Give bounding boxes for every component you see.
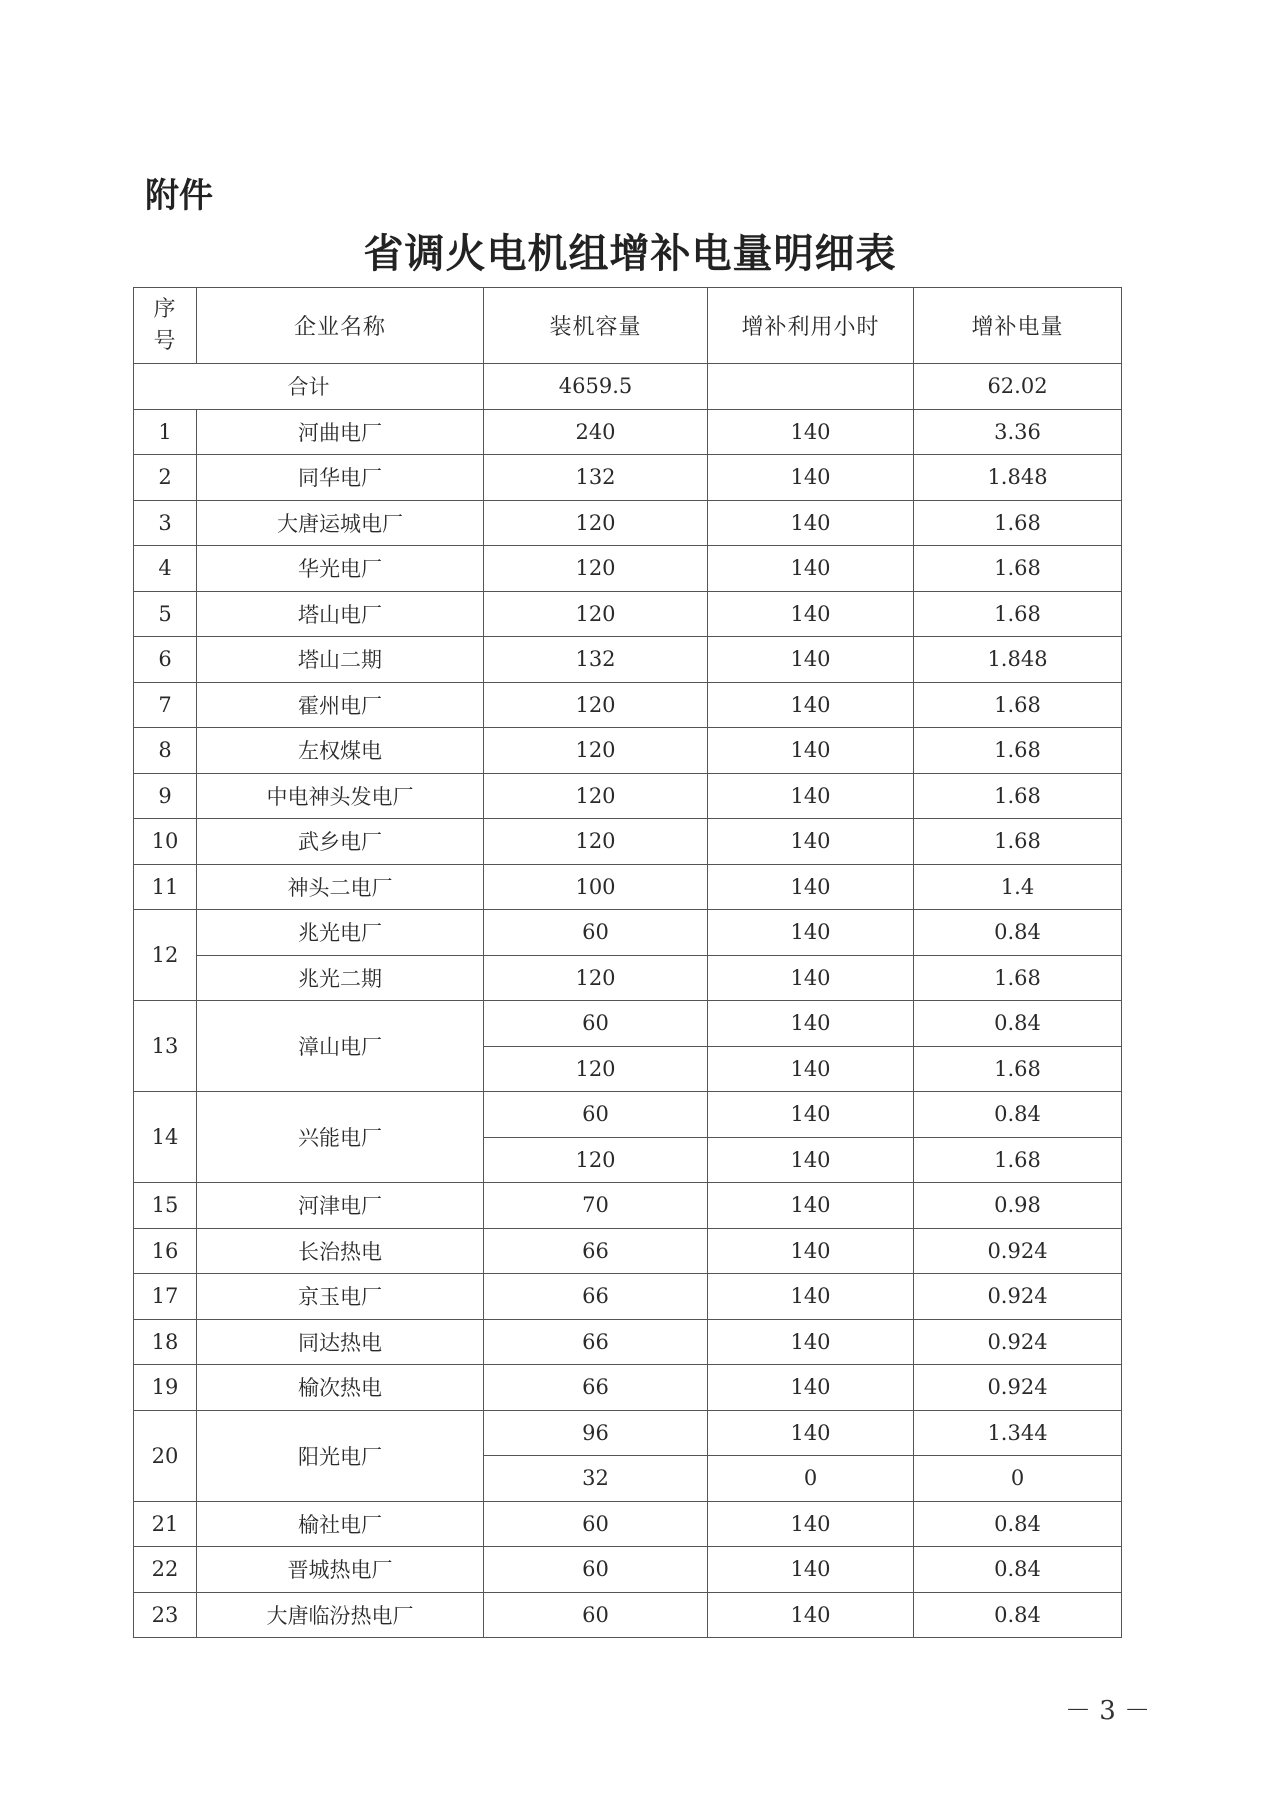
capacity-cell: 120 — [484, 955, 708, 1001]
total-row — [134, 364, 1122, 410]
row-number: 19 — [134, 1365, 197, 1411]
company-name: 京玉电厂 — [197, 1274, 484, 1320]
row-number: 6 — [134, 637, 197, 683]
row-number: 13 — [134, 1001, 197, 1092]
company-name: 河曲电厂 — [197, 409, 484, 455]
capacity-cell: 96 — [484, 1410, 708, 1456]
table-row — [134, 773, 1122, 819]
table-row — [134, 910, 1122, 956]
hours-cell: 140 — [708, 819, 914, 865]
row-number: 22 — [134, 1547, 197, 1593]
hours-cell: 140 — [708, 1365, 914, 1411]
company-name: 华光电厂 — [197, 546, 484, 592]
capacity-cell: 60 — [484, 910, 708, 956]
energy-cell: 0.84 — [914, 1092, 1122, 1138]
row-number: 7 — [134, 682, 197, 728]
capacity-cell: 132 — [484, 637, 708, 683]
row-number: 2 — [134, 455, 197, 501]
company-name: 神头二电厂 — [197, 864, 484, 910]
hours-cell: 140 — [708, 1001, 914, 1047]
company-name: 大唐临汾热电厂 — [197, 1592, 484, 1638]
energy-cell: 0.84 — [914, 1001, 1122, 1047]
hours-cell: 140 — [708, 1183, 914, 1229]
company-name: 晋城热电厂 — [197, 1547, 484, 1593]
table-row — [134, 819, 1122, 865]
table-row — [134, 1410, 1122, 1456]
capacity-cell: 60 — [484, 1001, 708, 1047]
table-row — [134, 1501, 1122, 1547]
capacity-cell: 120 — [484, 819, 708, 865]
capacity-cell: 66 — [484, 1274, 708, 1320]
table-row — [134, 955, 1122, 1001]
company-name: 塔山二期 — [197, 637, 484, 683]
row-number: 11 — [134, 864, 197, 910]
energy-cell: 0.924 — [914, 1319, 1122, 1365]
hours-cell: 0 — [708, 1456, 914, 1502]
capacity-cell: 120 — [484, 773, 708, 819]
total-hours — [708, 364, 914, 410]
row-number: 9 — [134, 773, 197, 819]
company-name: 榆社电厂 — [197, 1501, 484, 1547]
table-row — [134, 409, 1122, 455]
header-row — [134, 288, 1122, 364]
hours-cell: 140 — [708, 864, 914, 910]
capacity-cell: 120 — [484, 500, 708, 546]
company-name: 漳山电厂 — [197, 1001, 484, 1092]
energy-cell: 1.68 — [914, 546, 1122, 592]
company-name: 同华电厂 — [197, 455, 484, 501]
table-row — [134, 1001, 1122, 1047]
row-number: 5 — [134, 591, 197, 637]
energy-cell: 0.924 — [914, 1365, 1122, 1411]
company-name: 大唐运城电厂 — [197, 500, 484, 546]
detail-table — [133, 287, 1122, 1638]
company-name: 阳光电厂 — [197, 1410, 484, 1501]
company-name: 榆次热电 — [197, 1365, 484, 1411]
company-name: 武乡电厂 — [197, 819, 484, 865]
energy-cell: 0.84 — [914, 1547, 1122, 1593]
table-row — [134, 1319, 1122, 1365]
energy-cell: 1.68 — [914, 819, 1122, 865]
capacity-cell: 66 — [484, 1319, 708, 1365]
energy-cell: 1.68 — [914, 773, 1122, 819]
energy-cell: 0.924 — [914, 1228, 1122, 1274]
energy-cell: 1.68 — [914, 1137, 1122, 1183]
capacity-cell: 70 — [484, 1183, 708, 1229]
total-label: 合计 — [134, 364, 484, 410]
row-number: 21 — [134, 1501, 197, 1547]
row-number: 23 — [134, 1592, 197, 1638]
table-row — [134, 1183, 1122, 1229]
company-name: 塔山电厂 — [197, 591, 484, 637]
capacity-cell: 120 — [484, 682, 708, 728]
company-name: 兆光二期 — [197, 955, 484, 1001]
energy-cell: 3.36 — [914, 409, 1122, 455]
row-number: 18 — [134, 1319, 197, 1365]
document-title: 省调火电机组增补电量明细表 — [363, 230, 897, 277]
capacity-cell: 120 — [484, 1046, 708, 1092]
header-energy: 增补电量 — [914, 288, 1122, 364]
energy-cell: 1.344 — [914, 1410, 1122, 1456]
company-name: 左权煤电 — [197, 728, 484, 774]
row-number: 12 — [134, 910, 197, 1001]
header-name: 企业名称 — [197, 288, 484, 364]
capacity-cell: 120 — [484, 591, 708, 637]
table-row — [134, 1274, 1122, 1320]
capacity-cell: 60 — [484, 1547, 708, 1593]
energy-cell: 1.68 — [914, 1046, 1122, 1092]
table-row — [134, 1592, 1122, 1638]
capacity-cell: 66 — [484, 1365, 708, 1411]
header-hours: 增补利用小时 — [708, 288, 914, 364]
company-name: 中电神头发电厂 — [197, 773, 484, 819]
table-row — [134, 1228, 1122, 1274]
hours-cell: 140 — [708, 1228, 914, 1274]
table-row — [134, 728, 1122, 774]
capacity-cell: 120 — [484, 1137, 708, 1183]
hours-cell: 140 — [708, 409, 914, 455]
company-name: 兴能电厂 — [197, 1092, 484, 1183]
hours-cell: 140 — [708, 728, 914, 774]
capacity-cell: 66 — [484, 1228, 708, 1274]
hours-cell: 140 — [708, 773, 914, 819]
company-name: 同达热电 — [197, 1319, 484, 1365]
energy-cell: 0.98 — [914, 1183, 1122, 1229]
capacity-cell: 32 — [484, 1456, 708, 1502]
capacity-cell: 100 — [484, 864, 708, 910]
energy-cell: 1.4 — [914, 864, 1122, 910]
row-number: 4 — [134, 546, 197, 592]
row-number: 10 — [134, 819, 197, 865]
energy-cell: 1.68 — [914, 500, 1122, 546]
table-row — [134, 864, 1122, 910]
row-number: 16 — [134, 1228, 197, 1274]
energy-cell: 1.848 — [914, 637, 1122, 683]
hours-cell: 140 — [708, 637, 914, 683]
hours-cell: 140 — [708, 591, 914, 637]
energy-cell: 1.848 — [914, 455, 1122, 501]
table-row — [134, 455, 1122, 501]
energy-cell: 0.84 — [914, 1501, 1122, 1547]
hours-cell: 140 — [708, 1092, 914, 1138]
hours-cell: 140 — [708, 1501, 914, 1547]
row-number: 3 — [134, 500, 197, 546]
capacity-cell: 60 — [484, 1092, 708, 1138]
hours-cell: 140 — [708, 682, 914, 728]
energy-cell: 1.68 — [914, 682, 1122, 728]
energy-cell: 0.84 — [914, 1592, 1122, 1638]
header-seq: 序 号 — [134, 288, 197, 364]
company-name: 河津电厂 — [197, 1183, 484, 1229]
hours-cell: 140 — [708, 910, 914, 956]
hours-cell: 140 — [708, 546, 914, 592]
energy-cell: 0 — [914, 1456, 1122, 1502]
hours-cell: 140 — [708, 1592, 914, 1638]
energy-cell: 0.924 — [914, 1274, 1122, 1320]
attachment-label: 附件 — [145, 176, 213, 216]
hours-cell: 140 — [708, 1137, 914, 1183]
capacity-cell: 132 — [484, 455, 708, 501]
capacity-cell: 60 — [484, 1592, 708, 1638]
table-row — [134, 500, 1122, 546]
row-number: 8 — [134, 728, 197, 774]
table-row — [134, 591, 1122, 637]
energy-cell: 1.68 — [914, 591, 1122, 637]
total-energy: 62.02 — [914, 364, 1122, 410]
header-capacity: 装机容量 — [484, 288, 708, 364]
capacity-cell: 120 — [484, 728, 708, 774]
energy-cell: 0.84 — [914, 910, 1122, 956]
row-number: 17 — [134, 1274, 197, 1320]
table-row — [134, 682, 1122, 728]
capacity-cell: 120 — [484, 546, 708, 592]
row-number: 14 — [134, 1092, 197, 1183]
hours-cell: 140 — [708, 1274, 914, 1320]
company-name: 长治热电 — [197, 1228, 484, 1274]
row-number: 15 — [134, 1183, 197, 1229]
page-number: － 3 － — [1065, 1696, 1151, 1726]
hours-cell: 140 — [708, 455, 914, 501]
hours-cell: 140 — [708, 1547, 914, 1593]
hours-cell: 140 — [708, 1410, 914, 1456]
capacity-cell: 60 — [484, 1501, 708, 1547]
hours-cell: 140 — [708, 1046, 914, 1092]
table-row — [134, 1365, 1122, 1411]
hours-cell: 140 — [708, 955, 914, 1001]
company-name: 霍州电厂 — [197, 682, 484, 728]
row-number: 1 — [134, 409, 197, 455]
row-number: 20 — [134, 1410, 197, 1501]
table-row — [134, 1547, 1122, 1593]
table-row — [134, 546, 1122, 592]
table-row — [134, 637, 1122, 683]
table-row — [134, 1092, 1122, 1138]
energy-cell: 1.68 — [914, 728, 1122, 774]
company-name: 兆光电厂 — [197, 910, 484, 956]
energy-cell: 1.68 — [914, 955, 1122, 1001]
capacity-cell: 240 — [484, 409, 708, 455]
hours-cell: 140 — [708, 1319, 914, 1365]
hours-cell: 140 — [708, 500, 914, 546]
total-capacity: 4659.5 — [484, 364, 708, 410]
